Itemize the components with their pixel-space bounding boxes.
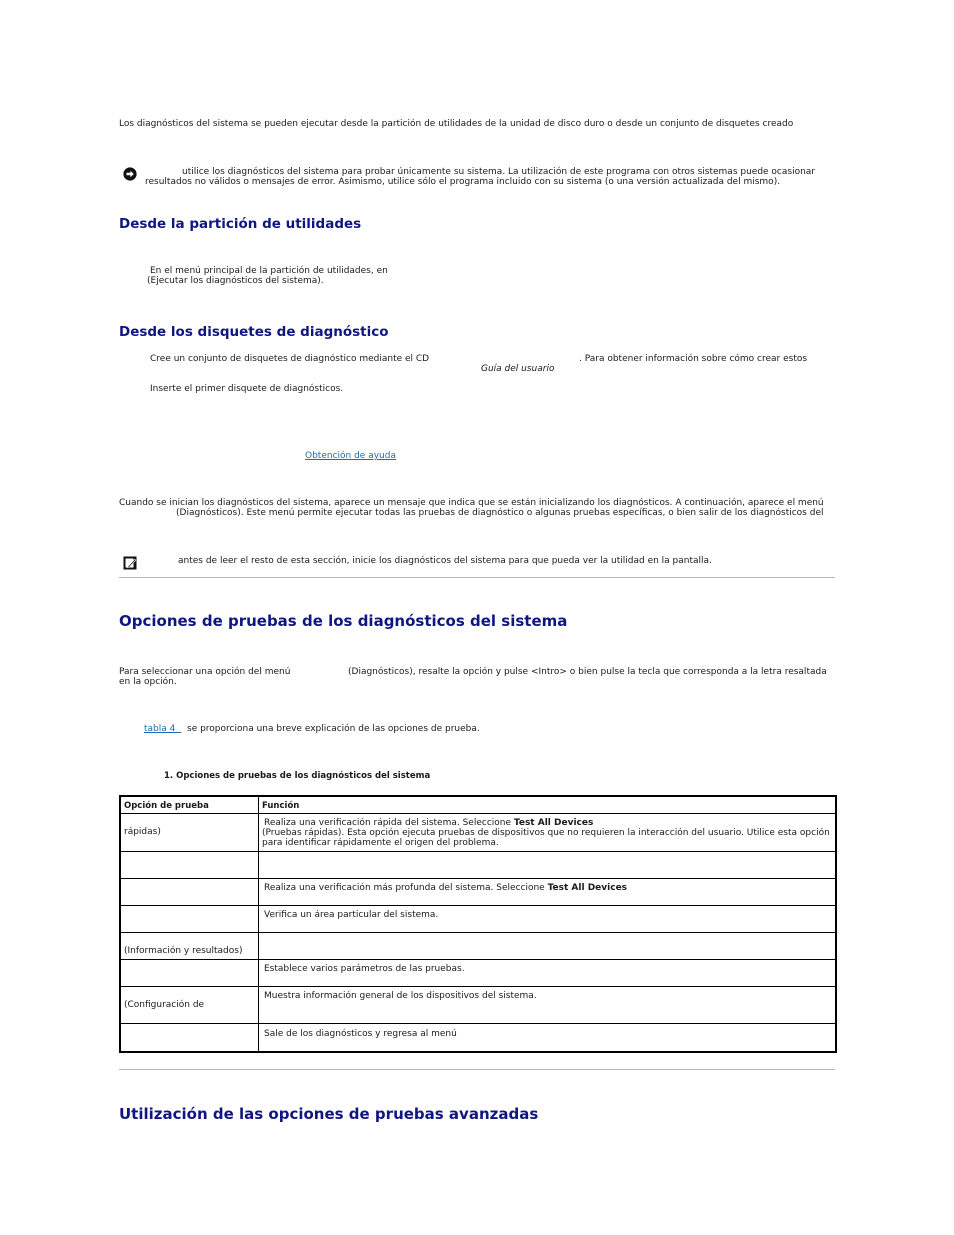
table-row: [121, 878, 835, 905]
table-row: [121, 905, 835, 932]
row-1-option: rápidas): [124, 827, 161, 837]
row-5-option: (Información y resultados): [124, 946, 243, 956]
table-row: [121, 986, 835, 1023]
table-4-link[interactable]: tabla 4: [144, 724, 182, 734]
table-row: [121, 932, 835, 959]
table-row: [121, 1023, 835, 1052]
diskettes-step-1-b: . Para obtener información sobre cómo crear estos: [579, 354, 808, 364]
row-4-function: Verifica un área particular del sistema.: [264, 910, 439, 920]
row-7-function: Muestra información general de los dispositivos del sistema.: [264, 991, 537, 1001]
row-1-function-line-2: (Pruebas rápidas). Esta opción ejecuta pruebas de dispositivos que no requieren la interacción del usuario. Utilice esta opción: [262, 828, 830, 838]
diagnostics-start-line-2: (Diagnósticos). Este menú permite ejecutar todas las pruebas de diagnóstico o algunas pruebas específicas, o bien salir de los diagnósticos del: [176, 508, 824, 518]
select-option-line-1-b: (Diagnósticos), resalte la opción y pulse <Intro> o bien pulse la tecla que corresponda a la letra resaltada: [348, 667, 827, 677]
utilities-step-line-2: (Ejecutar los diagnósticos del sistema).: [147, 276, 324, 286]
table-header-row: [121, 797, 835, 813]
select-option-line-1-a: Para seleccionar una opción del menú: [119, 667, 291, 677]
table-reference-text: se proporciona una breve explicación de las opciones de prueba.: [187, 724, 480, 734]
heading-diagnostic-diskettes: Desde los disquetes de diagnóstico: [119, 324, 389, 340]
intro-text: Los diagnósticos del sistema se pueden ejecutar desde la partición de utilidades de la unidad de disco duro o desde un conjunto de disquetes creado: [119, 119, 794, 129]
test-options-table: [119, 795, 837, 1053]
getting-help-link[interactable]: Obtención de ayuda: [305, 451, 396, 461]
divider: [119, 1069, 835, 1070]
table-row: [121, 813, 835, 851]
diskettes-step-1-a: Cree un conjunto de disquetes de diagnóstico mediante el CD: [150, 354, 430, 364]
header-option: Opción de prueba: [124, 801, 209, 811]
table-caption: 1. Opciones de pruebas de los diagnósticos del sistema: [164, 771, 431, 781]
select-option-line-2: en la opción.: [119, 677, 177, 687]
row-6-function: Establece varios parámetros de las pruebas.: [264, 964, 465, 974]
heading-advanced-options: Utilización de las opciones de pruebas avanzadas: [119, 1105, 539, 1123]
diagnostics-start-line-1: Cuando se inician los diagnósticos del sistema, aparece un mensaje que indica que se están inicializando los diagnósticos. A continuación, aparece el menú: [119, 498, 824, 508]
table-row: [121, 851, 835, 878]
row-8-function: Sale de los diagnósticos y regresa al menú: [264, 1029, 457, 1039]
header-function: Función: [262, 801, 300, 811]
notice-icon: [123, 166, 137, 185]
user-guide-reference: Guía del usuario: [481, 364, 555, 374]
note-text: antes de leer el resto de esta sección, inicie los diagnósticos del sistema para que pueda ver la utilidad en la pantalla.: [178, 556, 712, 566]
utilities-step-line-1: En el menú principal de la partición de utilidades, en: [150, 266, 388, 276]
row-3-function: Realiza una verificación más profunda del sistema. Seleccione Test All Devices: [264, 883, 628, 893]
row-7-option: (Configuración de: [124, 1000, 205, 1010]
note-icon: [123, 555, 137, 574]
heading-test-options: Opciones de pruebas de los diagnósticos del sistema: [119, 612, 568, 630]
row-1-function-line-1: Realiza una verificación rápida del sistema. Seleccione Test All Devices: [264, 818, 594, 828]
diskettes-step-2: Inserte el primer disquete de diagnósticos.: [150, 384, 344, 394]
table-row: [121, 959, 835, 986]
divider: [119, 577, 835, 578]
notice-line-2: resultados no válidos o mensajes de error. Asimismo, utilice sólo el programa incluido con su sistema (o una versión actualizada del mismo).: [145, 177, 781, 187]
row-1-function-line-3: para identificar rápidamente el origen del problema.: [262, 838, 499, 848]
heading-utilities-partition: Desde la partición de utilidades: [119, 216, 362, 232]
notice-line-1: utilice los diagnósticos del sistema para probar únicamente su sistema. La utilización de este programa con otros sistemas puede ocasionar: [182, 167, 816, 177]
